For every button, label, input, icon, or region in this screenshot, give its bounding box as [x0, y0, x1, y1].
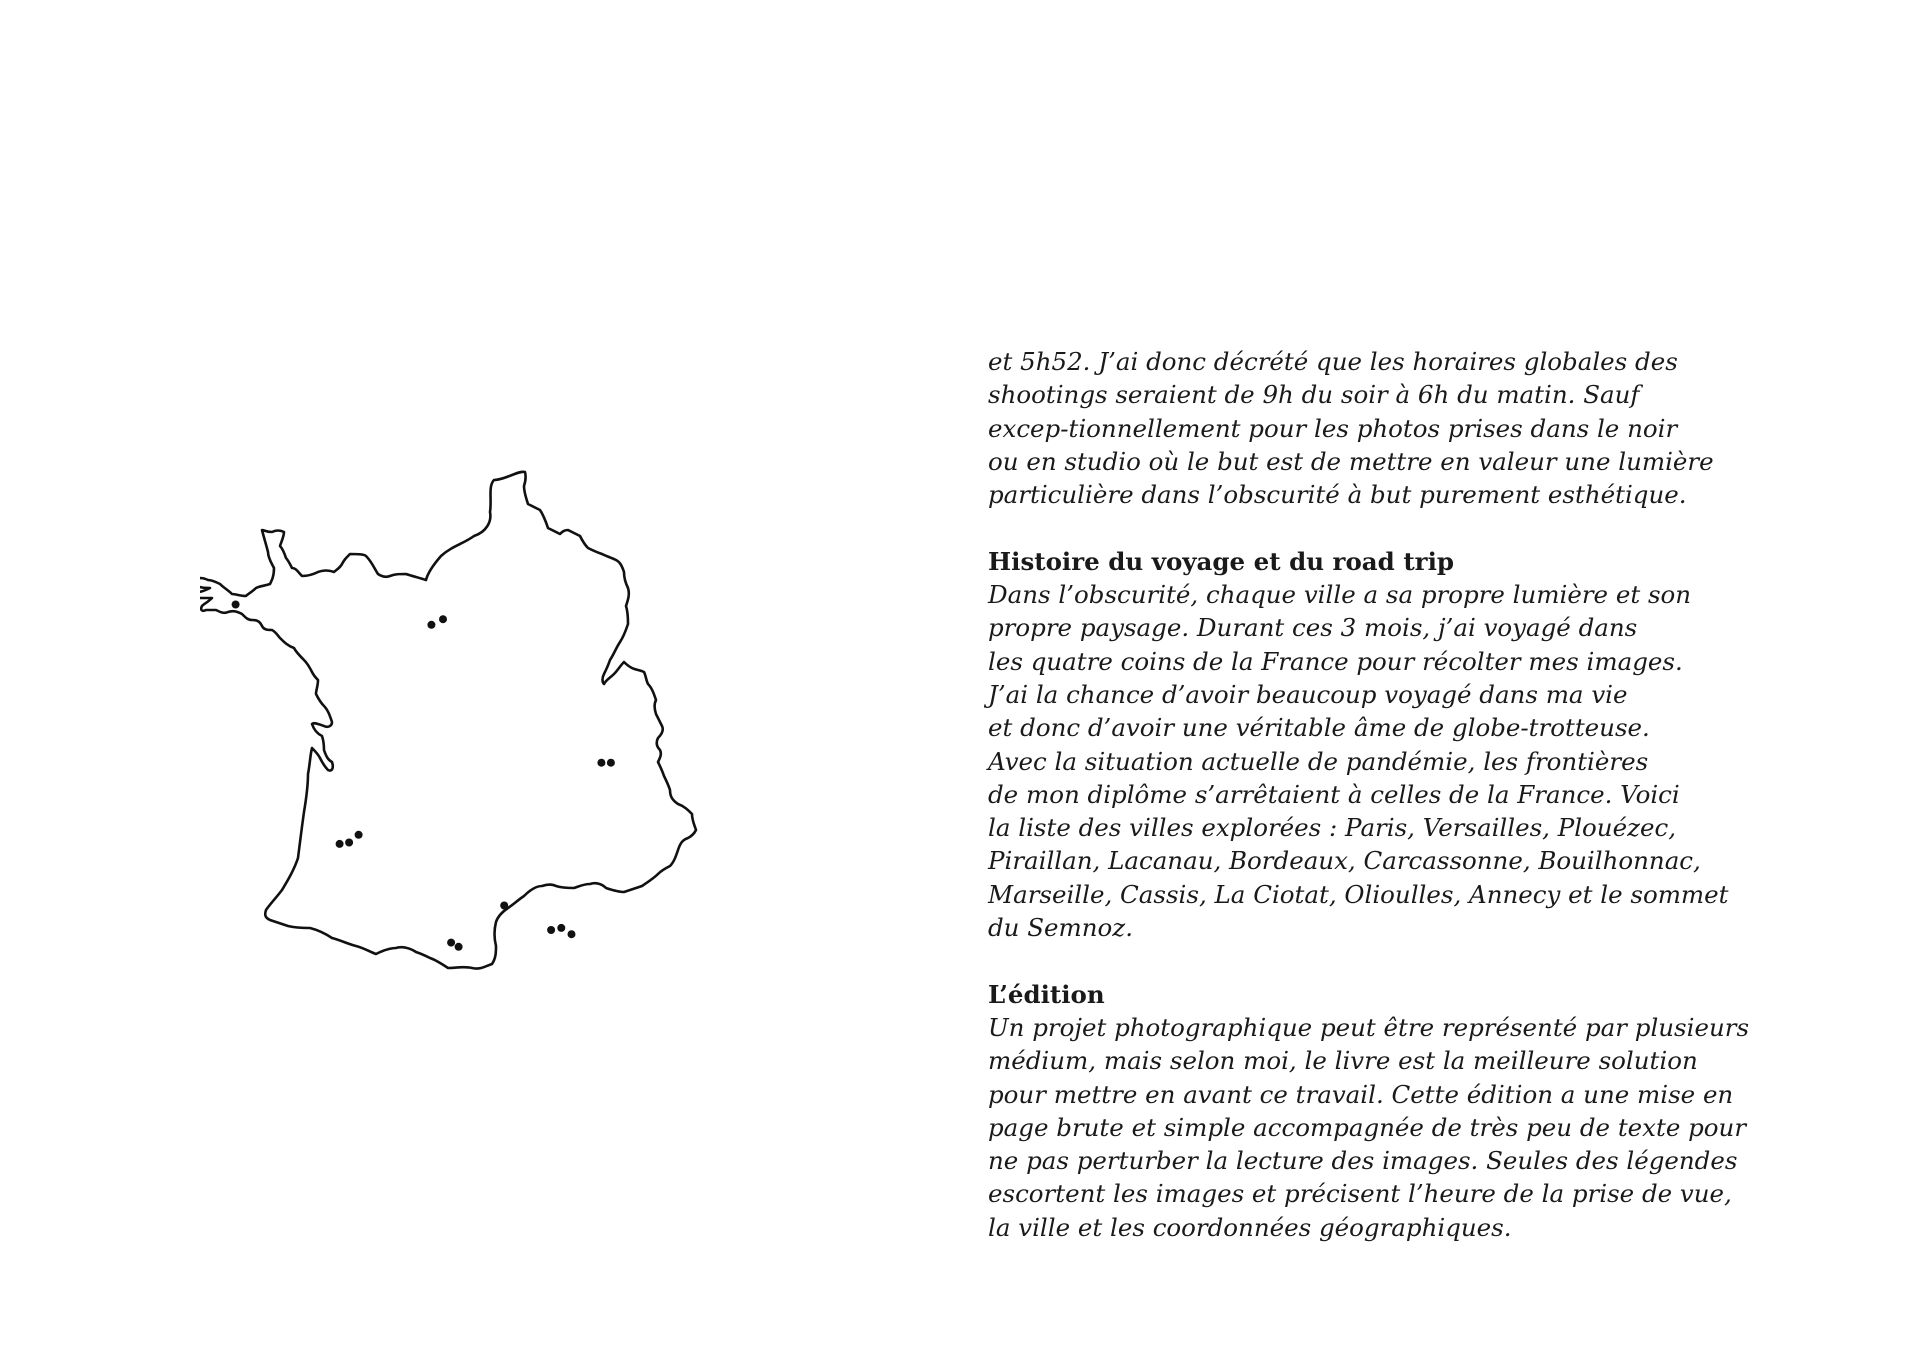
france-outline — [200, 472, 696, 969]
city-dot — [345, 839, 353, 847]
city-dot — [557, 924, 565, 932]
spacer — [988, 944, 1888, 977]
intro-paragraph: et 5h52. J’ai donc décrété que les horaires globales des shootings seraient de 9h du soir à 6h du matin. Sauf excep-tionnellement pour les photos prises dans le noir ou en studio où le but est de mettre en valeur une lumière particulière dans l’obscurité à but purement esthétique. — [988, 347, 1714, 510]
france-map-outline-icon — [200, 460, 820, 1070]
section-heading-voyage: Histoire du voyage et du road trip — [988, 546, 1455, 576]
city-dot — [547, 926, 555, 934]
city-dot — [439, 615, 447, 623]
section-body-edition: Un projet photographique peut être représenté par plusieurs médium, mais selon moi, le livre est la meilleure solution pour mettre en avant ce travail. Cette édition a une mise en page brute et simple accompagnée de très peu de texte pour ne pas perturber la lecture des images. Seules des légendes escortent les images et précisent l’heure de la prise de vue, la ville et les coordonnées géographiques. — [988, 1012, 1750, 1242]
france-map — [200, 460, 820, 1070]
section-body-voyage: Dans l’obscurité, chaque ville a sa propre lumière et son propre paysage. Durant ces 3 mois, j’ai voyagé dans les quatre coins de la France pour récolter mes images. J’ai la chance d’avoir beaucoup voyagé dans ma vie et donc d’avoir une véritable âme de globe-trotteuse. Avec la situation actuelle de pandémie, les frontières de mon diplôme s’arrêtaient à celles de la France. Voici la liste des villes explorées : Paris, Versailles, Plouézec, Piraillan, Lacanau, Bordeaux, Carcassonne, Bouilhonnac, Marseille, Cassis, La Ciotat, Olioulles, Annecy et le sommet du Semnoz. — [988, 580, 1729, 943]
city-dot — [500, 902, 508, 910]
spacer — [988, 511, 1888, 544]
city-dot — [607, 759, 615, 767]
city-dot — [568, 930, 576, 938]
city-dot — [455, 943, 463, 951]
text-column — [988, 345, 1888, 1244]
section-heading-edition: L’édition — [988, 979, 1105, 1009]
city-dot — [336, 840, 344, 848]
city-dot — [447, 939, 455, 947]
city-dot — [355, 831, 363, 839]
city-dot — [427, 621, 435, 629]
city-dot — [232, 601, 240, 609]
city-dot — [597, 759, 605, 767]
map-points — [232, 601, 615, 951]
